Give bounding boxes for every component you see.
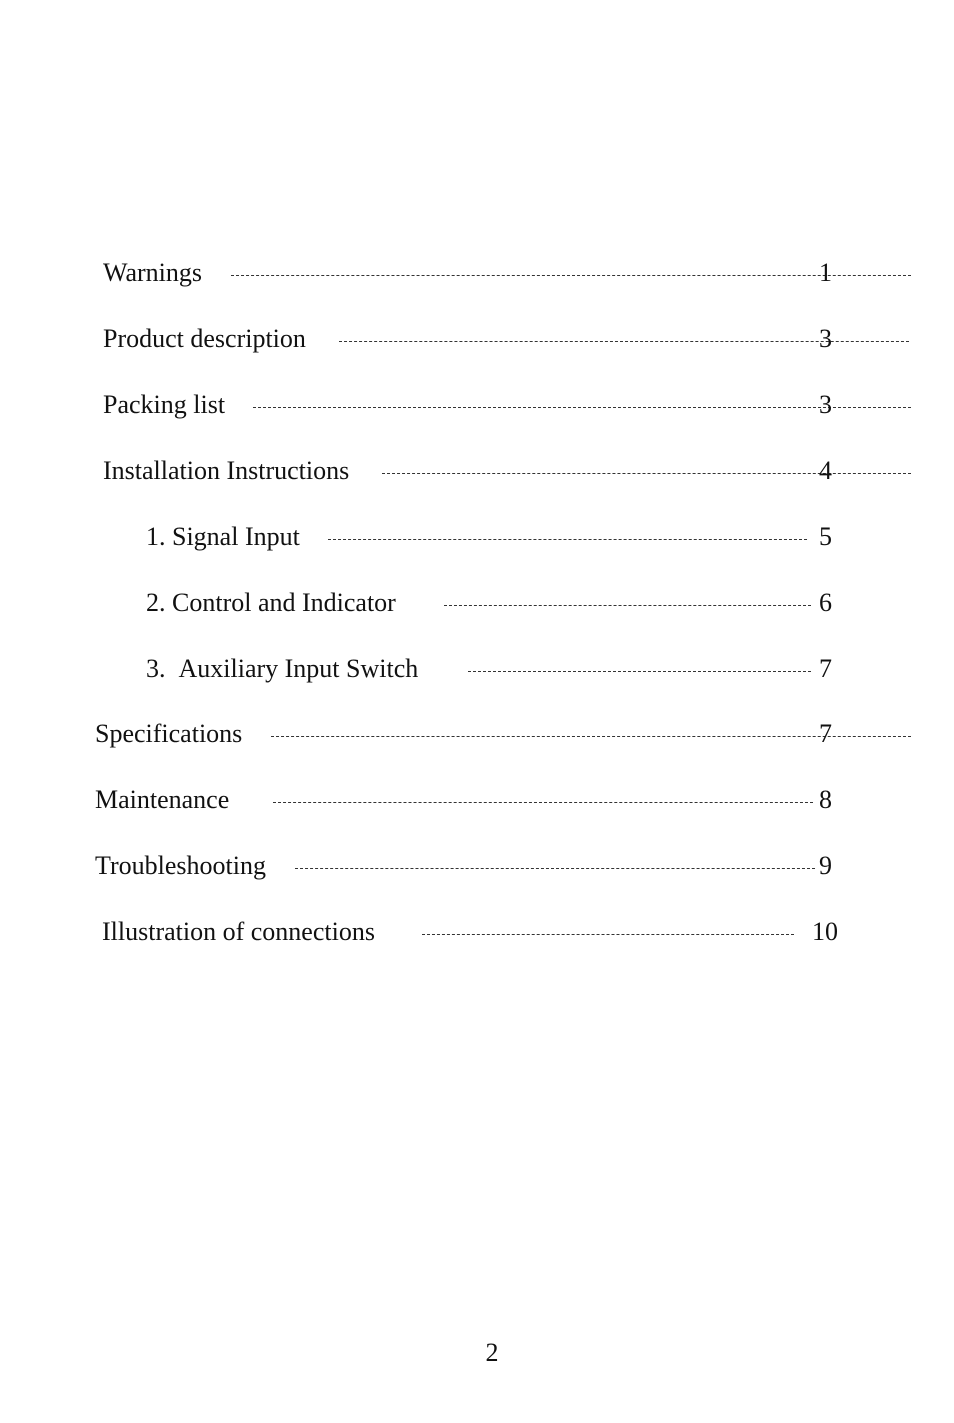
toc-entry-troubleshooting[interactable] (95, 849, 843, 883)
toc-entry-label: 2. Control and Indicator (146, 588, 396, 617)
toc-entry-label: Illustration of connections (102, 917, 375, 946)
toc-entry-product-description[interactable] (103, 322, 843, 356)
toc-entry-page: 8 (819, 785, 832, 814)
toc-dot-leader (468, 671, 811, 672)
toc-entry-label: Specifications (95, 719, 243, 748)
toc-entry-label: Warnings (103, 258, 202, 287)
toc-entry-label: Packing list (103, 390, 226, 419)
toc-entry-page: 5 (819, 522, 832, 551)
toc-dot-leader (422, 934, 794, 935)
toc-entry-page: 9 (819, 851, 832, 880)
toc-dot-leader (271, 736, 911, 737)
toc-entry-packing-list[interactable] (103, 388, 843, 422)
toc-entry-auxiliary-input-switch[interactable] (146, 652, 843, 686)
toc-entry-page: 7 (819, 654, 832, 683)
toc-entry-page: 10 (812, 917, 838, 946)
toc-entry-label: Installation Instructions (103, 456, 350, 485)
toc-entry-installation-instructions[interactable] (103, 454, 843, 488)
toc-entry-warnings[interactable] (103, 256, 843, 290)
toc-entry-label: Maintenance (95, 785, 230, 814)
toc-entry-page: 3 (819, 390, 832, 419)
toc-entry-signal-input[interactable] (146, 520, 843, 554)
toc-dot-leader (444, 605, 811, 606)
toc-entry-page: 4 (819, 456, 832, 485)
toc-entry-illustration-of-connections[interactable] (102, 915, 847, 949)
toc-entry-specifications[interactable] (95, 717, 843, 751)
toc-entry-page: 6 (819, 588, 832, 617)
toc-entry-page: 3 (819, 324, 832, 353)
toc-dot-leader (253, 407, 911, 408)
toc-dot-leader (273, 802, 813, 803)
toc-entry-page: 7 (819, 719, 832, 748)
toc-dot-leader (231, 275, 911, 276)
toc-entry-page: 1 (819, 258, 832, 287)
toc-entry-label: 3. Auxiliary Input Switch (146, 654, 419, 683)
toc-entry-label: Troubleshooting (95, 851, 266, 880)
toc-dot-leader (295, 868, 815, 869)
toc-entry-label: Product description (103, 324, 306, 353)
page-number: 2 (485, 1338, 499, 1367)
toc-entry-label: 1. Signal Input (146, 522, 300, 551)
toc-entry-maintenance[interactable] (95, 783, 843, 817)
toc-entry-control-and-indicator[interactable] (146, 586, 843, 620)
toc-dot-leader (328, 539, 807, 540)
